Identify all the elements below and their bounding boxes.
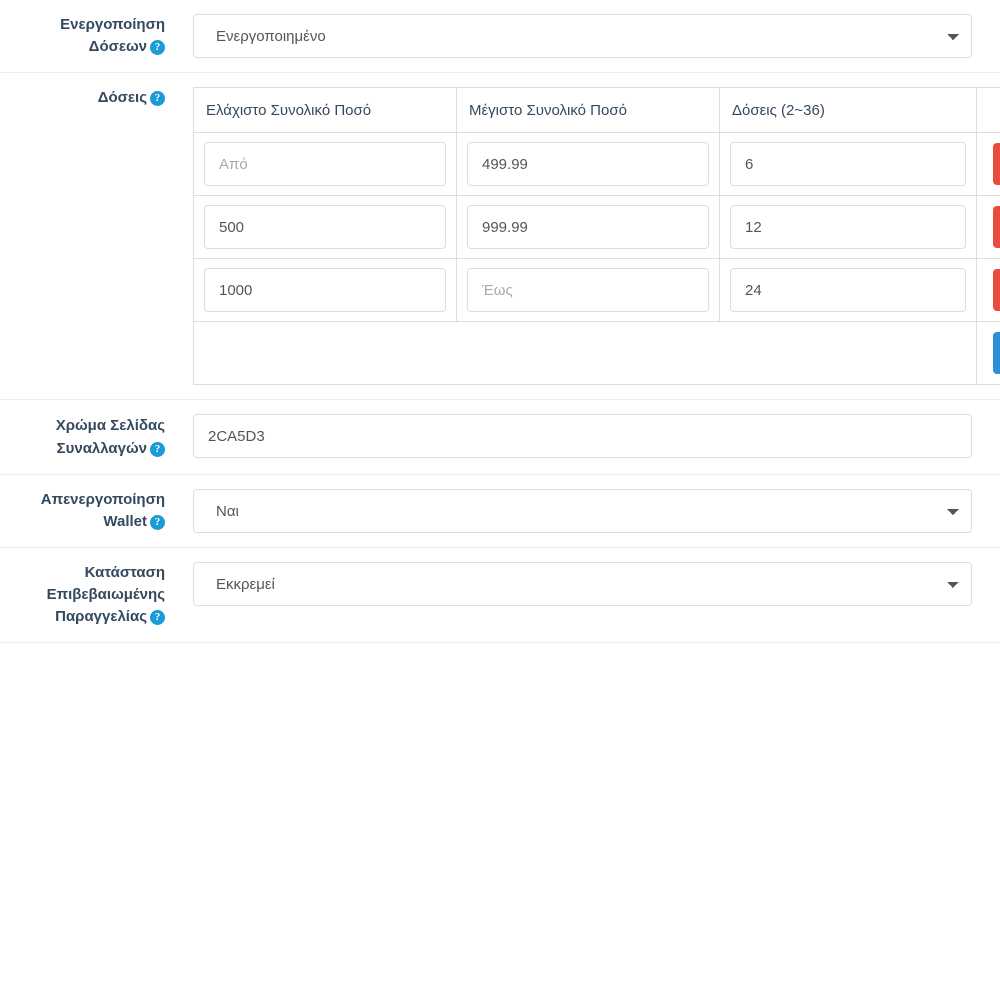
installments-table <box>193 87 1000 385</box>
installments-count-input-3[interactable] <box>730 268 966 312</box>
min-amount-input-2[interactable] <box>204 205 446 249</box>
disable-wallet-select[interactable] <box>193 489 972 533</box>
cell-actions <box>977 196 1000 259</box>
help-icon[interactable]: ? <box>150 442 165 457</box>
cell-min-amount <box>194 259 457 322</box>
installments-header-row <box>194 88 1000 133</box>
label-confirmed-order-status-text: Κατάσταση Επιβεβαιωμένης Παραγγελίας <box>46 564 165 625</box>
cell-empty <box>194 322 977 385</box>
cell-min-amount <box>194 196 457 259</box>
label-checkout-color <box>0 400 175 474</box>
cell-actions <box>977 133 1000 196</box>
max-amount-input-1[interactable] <box>467 142 709 186</box>
min-amount-input-1[interactable] <box>204 142 446 186</box>
row-installments-table <box>0 73 1000 400</box>
cell-max-amount <box>457 259 720 322</box>
row-checkout-color <box>0 400 1000 475</box>
label-disable-wallet-text: Απενεργοποίηση Wallet <box>40 491 165 530</box>
table-row <box>194 133 1000 196</box>
cell-installments <box>720 133 977 196</box>
add-installment-row-button[interactable] <box>993 332 1000 374</box>
cell-actions <box>977 259 1000 322</box>
cell-max-amount <box>457 133 720 196</box>
max-amount-input-3[interactable] <box>467 268 709 312</box>
help-icon[interactable]: ? <box>150 40 165 55</box>
checkout-color-input[interactable] <box>193 414 972 458</box>
cell-min-amount <box>194 133 457 196</box>
installments-enabled-select[interactable] <box>193 14 972 58</box>
field-installments-enabled <box>175 0 1000 72</box>
help-icon[interactable]: ? <box>150 610 165 625</box>
cell-installments <box>720 196 977 259</box>
min-amount-input-3[interactable] <box>204 268 446 312</box>
help-icon[interactable]: ? <box>150 91 165 106</box>
confirmed-order-status-select[interactable] <box>193 562 972 606</box>
remove-installment-row-button-1[interactable] <box>993 143 1000 185</box>
column-header-max-amount: Μέγιστο Συνολικό Ποσό <box>457 88 720 133</box>
remove-installment-row-button-2[interactable] <box>993 206 1000 248</box>
installments-table-head <box>194 88 1000 133</box>
installments-table-body <box>194 133 1000 385</box>
installments-count-input-2[interactable] <box>730 205 966 249</box>
field-checkout-color <box>175 400 1000 472</box>
cell-installments <box>720 259 977 322</box>
row-installments-enabled <box>0 0 1000 73</box>
label-disable-wallet <box>0 475 175 547</box>
field-confirmed-order-status <box>175 548 1000 620</box>
remove-installment-row-button-3[interactable] <box>993 269 1000 311</box>
installments-count-input-1[interactable] <box>730 142 966 186</box>
label-installments-text: Δόσεις <box>97 89 147 106</box>
label-confirmed-order-status <box>0 548 175 642</box>
label-installments <box>0 73 175 123</box>
max-amount-input-2[interactable] <box>467 205 709 249</box>
column-header-actions <box>977 88 1000 133</box>
table-row <box>194 259 1000 322</box>
table-footer-row <box>194 322 1000 385</box>
help-icon[interactable]: ? <box>150 515 165 530</box>
field-disable-wallet <box>175 475 1000 547</box>
row-disable-wallet <box>0 475 1000 548</box>
column-header-installments: Δόσεις (2~36) <box>720 88 977 133</box>
label-installments-enabled-text: Ενεργοποίηση Δόσεων <box>60 16 165 55</box>
field-installments <box>175 73 1000 399</box>
column-header-min-amount: Ελάχιστο Συνολικό Ποσό <box>194 88 457 133</box>
label-checkout-color-text: Χρώμα Σελίδας Συναλλαγών <box>55 417 165 457</box>
cell-add-action <box>977 322 1000 385</box>
row-confirmed-order-status <box>0 548 1000 643</box>
label-installments-enabled <box>0 0 175 72</box>
table-row <box>194 196 1000 259</box>
cell-max-amount <box>457 196 720 259</box>
